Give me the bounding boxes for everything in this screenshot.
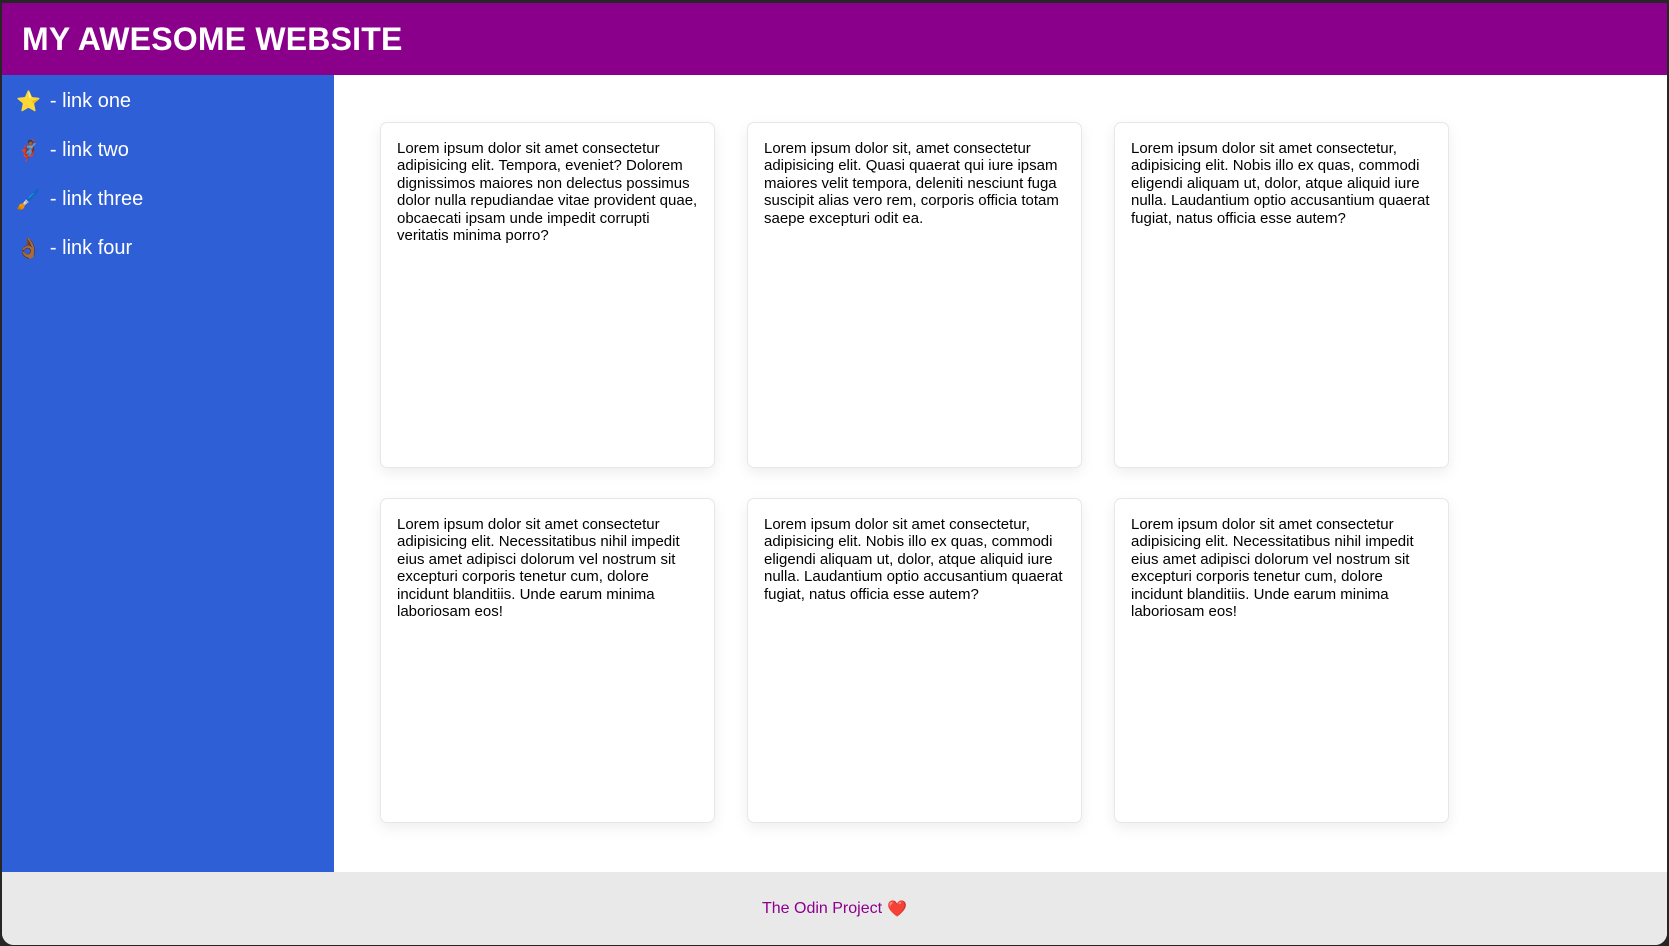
link-four-label: - link four	[49, 237, 133, 259]
sidebar-item-link-two	[16, 138, 334, 163]
content-row	[2, 75, 1667, 872]
link-three[interactable]	[16, 187, 143, 212]
sidebar	[2, 75, 334, 872]
link-two[interactable]	[16, 138, 129, 163]
site-footer	[2, 872, 1667, 945]
link-one-label: - link one	[49, 90, 132, 112]
card-2-text: Lorem ipsum dolor sit, amet consectetur adipisicing elit. Quasi quaerat qui iure ipsam maiores velit tempora, deleniti nesciunt fuga suscipit alias vero rem, corporis officia totam saepe excepturi odit ea.	[764, 140, 1059, 227]
card-2	[747, 122, 1082, 468]
sidebar-item-link-one	[16, 89, 334, 114]
main-content	[334, 75, 1667, 872]
sidebar-item-link-three	[16, 187, 334, 212]
card-1	[380, 122, 715, 468]
link-three-label: - link three	[49, 188, 144, 210]
card-3	[1114, 122, 1449, 468]
card-3-text: Lorem ipsum dolor sit amet consectetur, adipisicing elit. Nobis illo ex quas, commodi eligendi aliquam ut, dolor, atque aliquid iure nulla. Laudantium optio accusantium quaerat fugiat, natus officia esse autem?	[1131, 140, 1430, 227]
paintbrush-icon: 🖌️	[16, 189, 41, 211]
star-icon: ⭐	[16, 91, 41, 113]
link-two-label: - link two	[49, 139, 129, 161]
cards-grid	[380, 122, 1667, 823]
sidebar-item-link-four	[16, 236, 334, 261]
odin-project-link[interactable]: The Odin Project	[762, 899, 883, 917]
card-1-text: Lorem ipsum dolor sit amet consectetur adipisicing elit. Tempora, eveniet? Dolorem dignissimos maiores non delectus possimus dolor nulla repudiandae vitae provident quae, obcaecati ipsam unde impedit corrupti veritatis minima porro?	[397, 140, 698, 244]
page-title: MY AWESOME WEBSITE	[22, 20, 403, 57]
browser-viewport	[2, 3, 1667, 945]
site-header	[2, 3, 1667, 75]
card-6	[1114, 498, 1449, 823]
card-4-text: Lorem ipsum dolor sit amet consectetur adipisicing elit. Necessitatibus nihil impedit eius amet adipisci dolorum vel nostrum sit excepturi corporis tenetur cum, dolore incidunt blanditiis. Unde earum minima laboriosam eos!	[397, 516, 680, 620]
superhero-icon: 🦸🏾	[16, 140, 41, 162]
card-4	[380, 498, 715, 823]
card-5-text: Lorem ipsum dolor sit amet consectetur, adipisicing elit. Nobis illo ex quas, commodi eligendi aliquam ut, dolor, atque aliquid iure nulla. Laudantium optio accusantium quaerat fugiat, natus officia esse autem?	[764, 516, 1063, 603]
sidebar-nav-list	[16, 89, 334, 261]
heart-icon: ❤️	[887, 900, 907, 918]
ok-hand-icon: 👌🏾	[16, 238, 41, 260]
link-one[interactable]	[16, 89, 131, 114]
card-6-text: Lorem ipsum dolor sit amet consectetur adipisicing elit. Necessitatibus nihil impedit eius amet adipisci dolorum vel nostrum sit excepturi corporis tenetur cum, dolore incidunt blanditiis. Unde earum minima laboriosam eos!	[1131, 516, 1414, 620]
card-5	[747, 498, 1082, 823]
link-four[interactable]	[16, 236, 132, 261]
